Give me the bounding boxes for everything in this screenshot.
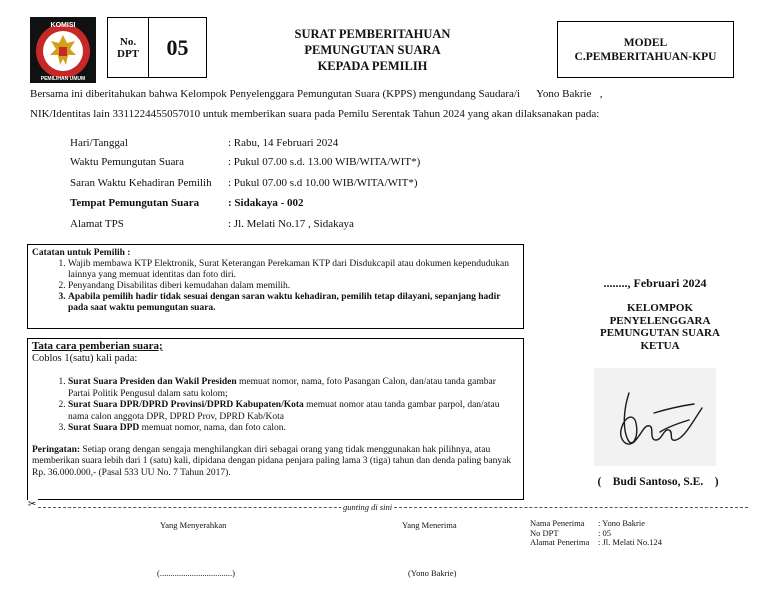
dpt-number-label: No. DPT: [108, 18, 149, 77]
notes-item: 3. Apabila pemilih hadir tidak sesuai dengan saran waktu kehadiran, pemilih tetap dilayani, sepanjang hadir pada saat waktu pemungutan suara.: [68, 292, 519, 314]
detail-label-address: Alamat TPS: [70, 218, 124, 230]
notes-title: Catatan untuk Pemilih :: [32, 248, 131, 258]
signer-name: ( Budi Santoso, S.E. ): [597, 476, 719, 488]
dpt-number-value: 05: [166, 34, 189, 60]
scissors-icon: ✂: [28, 499, 37, 510]
model-box: MODEL C.PEMBERITAHUAN-KPU: [557, 21, 734, 78]
notes-item: 1. Wajib membawa KTP Elektronik, Surat Keterangan Perekaman KTP dari Disdukcapil atau dokumen kependudukan lainnya yang memuat identitas dan foto diri.: [68, 259, 519, 281]
procedure-subtitle: Coblos 1(satu) kali pada:: [32, 352, 138, 364]
procedure-item: 3. Surat Suara DPD memuat nomor, nama, dan foto calon.: [68, 423, 519, 435]
voting-procedure-box: [27, 338, 524, 500]
signing-date: ........, Februari 2024: [603, 276, 707, 290]
receiver-signature-name: (Yono Bakrie): [408, 568, 457, 578]
detail-label-date: Hari/Tanggal: [70, 137, 128, 149]
detail-value-arrival: : Pukul 07.00 s.d 10.00 WIB/WITA/WIT*): [228, 177, 418, 189]
detail-label-tps: Tempat Pemungutan Suara: [70, 197, 200, 209]
detail-value-tps: : Sidakaya - 002: [228, 197, 304, 209]
giver-label: Yang Menyerahkan: [160, 520, 227, 530]
cut-text: gunting di sini: [343, 502, 393, 512]
signature-image: [594, 368, 716, 466]
procedure-warning: Peringatan: Setiap orang dengan sengaja menghilangkan diri sebagai orang yang tidak menggunakan hak pilihnya, atau memberikan suara lebih dari 1 (satu) kali, dipidana dengan pidana penjara paling lama 3 (tiga) tahun dan denda paling banyak Rp. 36.000.000,- (Pasal 533 UU No. 7 Tahun 2017).: [32, 444, 512, 478]
procedure-item: 1. Surat Suara Presiden dan Wakil Presiden memuat nomor, nama, foto Pasangan Calon, dan/atau tanda gambar Partai Politik Pengusul dalam satu kolom;: [68, 377, 519, 400]
dpt-number-box: [107, 17, 207, 78]
detail-label-time: Waktu Pemungutan Suara: [70, 156, 184, 168]
notes-box: [27, 244, 524, 329]
kpu-logo: [30, 17, 96, 83]
detail-label-arrival: Saran Waktu Kehadiran Pemilih: [70, 177, 212, 189]
procedure-item: 2. Surat Suara DPR/DPRD Provinsi/DPRD Kabupaten/Kota memuat nomor atau tanda gambar parpol, dan/atau nama calon anggota DPR, DPRD Prov, DPRD Kab/Kota: [68, 400, 519, 423]
notes-item: 2. Penyandang Disabilitas diberi kemudahan dalam memilih.: [68, 281, 519, 292]
detail-value-address: : Jl. Melati No.17 , Sidakaya: [228, 218, 354, 230]
procedure-title: Tata cara pemberian suara;: [32, 340, 163, 352]
receiver-info: Nama Penerima : Yono Bakrie No DPT : 05 Alamat Penerima : Jl. Melati No.124: [530, 518, 662, 547]
logo-bottom-text: PEMILIHAN UMUM: [40, 76, 86, 82]
intro-line-2: NIK/Identitas lain 3311224455057010 untuk memberikan suara pada Pemilu Serentak Tahun 2024 yang akan dilaksanakan pada:: [30, 108, 600, 120]
intro-line-1: Bersama ini diberitahukan bahwa Kelompok Penyelenggara Pemungutan Suara (KPPS) mengundang Saudara/i Yono Bakrie ,: [30, 88, 603, 100]
signing-organization: KELOMPOK PENYELENGGARA PEMUNGUTAN SUARA KETUA: [600, 302, 720, 352]
logo-top-text: KOMISI: [50, 22, 76, 29]
detail-value-time: : Pukul 07.00 s.d. 13.00 WIB/WITA/WIT*): [228, 156, 421, 168]
document-title: SURAT PEMBERITAHUAN PEMUNGUTAN SUARA KEPADA PEMILIH: [294, 27, 451, 73]
detail-value-date: : Rabu, 14 Februari 2024: [228, 137, 339, 149]
giver-signature-line: (..................................): [157, 568, 235, 578]
receiver-label: Yang Menerima: [402, 520, 457, 530]
